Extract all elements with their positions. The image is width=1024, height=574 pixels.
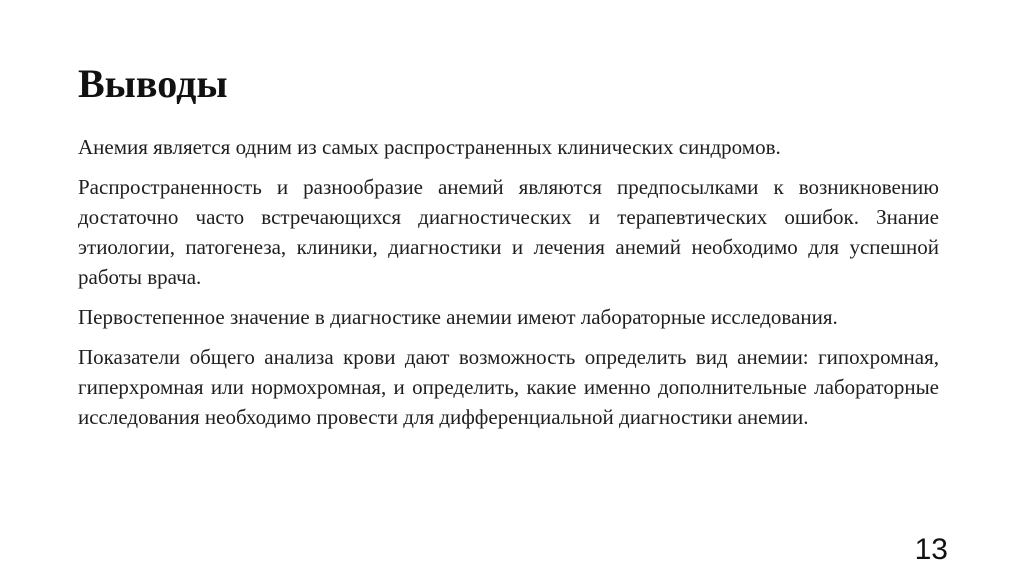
slide-body [78,132,939,442]
slide-number: 13 [914,533,948,566]
paragraph-3: Первостепенное значение в диагностике анемии имеют лабораторные исследования. [78,305,838,329]
paragraph-1: Анемия является одним из самых распространенных клинических синдромов. [78,135,781,159]
paragraph-4: Показатели общего анализа крови дают возможность определить вид анемии: гипохромная, гиперхромная или нормохромная, и определить, какие именно дополнительные лабораторные исследования необходимо провести для дифференциальной диагностики анемии. [78,345,939,429]
paragraph-2: Распространенность и разнообразие анемий являются предпосылками к возникновению достаточно часто встречающихся диагностических и терапевтических ошибок. Знание этиологии, патогенеза, клиники, диагностики и лечения анемий необходимо для успешной работы врача. [78,175,939,289]
slide-title: Выводы [78,61,228,106]
